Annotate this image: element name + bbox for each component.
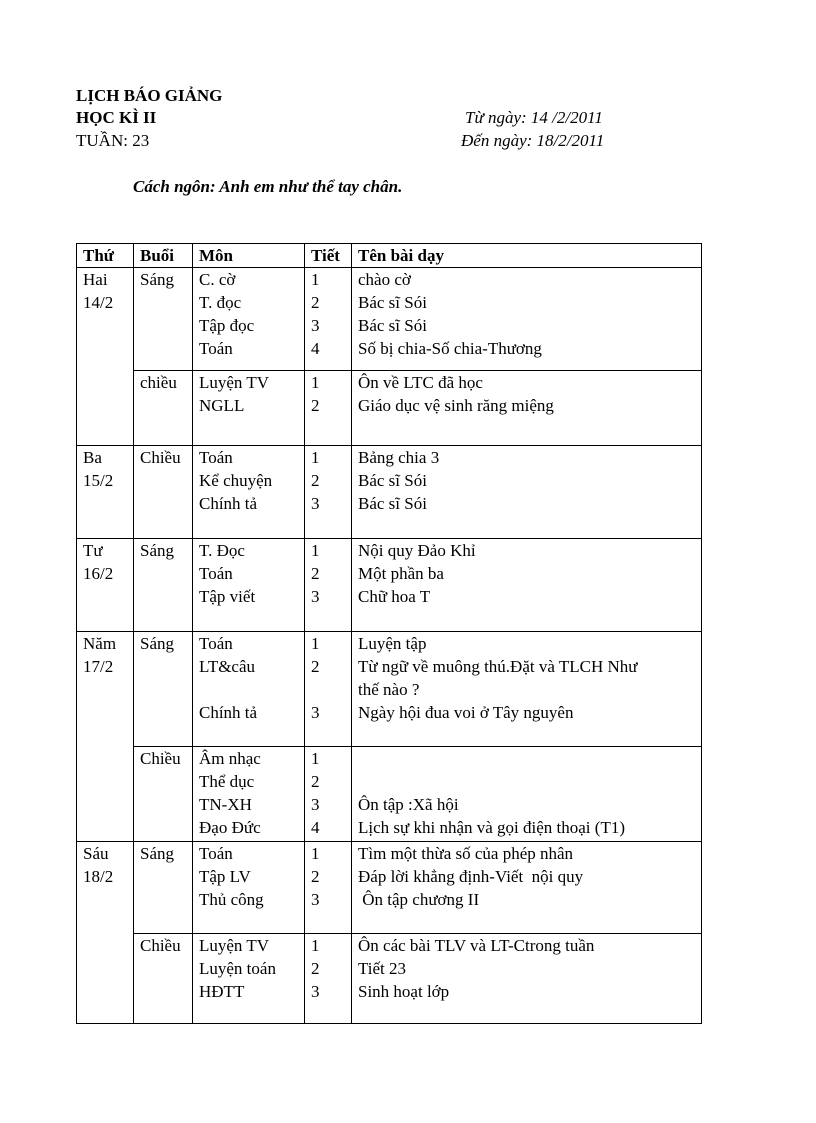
lesson: Bác sĩ Sói bbox=[358, 494, 427, 513]
day-date: 15/2 bbox=[83, 471, 114, 490]
session-cell bbox=[134, 371, 193, 446]
period: 1 bbox=[311, 749, 320, 768]
lesson: Luyện tập bbox=[358, 634, 427, 653]
session-cell bbox=[134, 539, 193, 632]
period: 2 bbox=[311, 867, 320, 886]
subject-cell bbox=[193, 371, 305, 446]
lesson: Lịch sự khi nhận và gọi điện thoại (T1) bbox=[358, 818, 625, 837]
subject: Tập viết bbox=[199, 587, 256, 606]
subject: T. đọc bbox=[199, 293, 242, 312]
subject: Chính tả bbox=[199, 703, 258, 722]
subject: HĐTT bbox=[199, 982, 245, 1001]
subject: NGLL bbox=[199, 396, 245, 415]
column-header: Tiết bbox=[305, 244, 352, 268]
period: 2 bbox=[311, 293, 320, 312]
column-header: Môn bbox=[193, 244, 305, 268]
period: 2 bbox=[311, 396, 320, 415]
subject: Toán bbox=[199, 564, 233, 583]
lesson: Chữ hoa T bbox=[358, 587, 431, 606]
lesson bbox=[358, 747, 701, 770]
lesson-cell bbox=[352, 842, 702, 934]
week-label: TUẦN: 23 bbox=[76, 131, 150, 150]
subject-cell bbox=[193, 842, 305, 934]
subject: C. cờ bbox=[199, 270, 236, 289]
day-cell bbox=[77, 446, 134, 539]
subject-cell bbox=[193, 446, 305, 539]
period: 2 bbox=[311, 959, 320, 978]
period: 3 bbox=[311, 890, 320, 909]
subject: Toán bbox=[199, 339, 233, 358]
day-date: 18/2 bbox=[83, 867, 114, 886]
period: 2 bbox=[311, 471, 320, 490]
motto: Cách ngôn: Anh em như thể tay chân. bbox=[133, 177, 403, 196]
lesson-cell bbox=[352, 371, 702, 446]
lesson: Tiết 23 bbox=[358, 959, 407, 978]
subject: Chính tả bbox=[199, 494, 258, 513]
subject: LT&câu bbox=[199, 657, 256, 676]
subject: Luyện TV bbox=[199, 936, 270, 955]
session-cell bbox=[134, 934, 193, 1024]
period: 3 bbox=[311, 316, 320, 335]
subject: Luyện TV bbox=[199, 373, 270, 392]
period: 1 bbox=[311, 270, 320, 289]
subject: Toán bbox=[199, 634, 233, 653]
lesson: Ôn tập chương II bbox=[358, 890, 480, 909]
subject bbox=[199, 678, 304, 701]
period: 2 bbox=[311, 772, 320, 791]
period: 1 bbox=[311, 373, 320, 392]
lesson-cell bbox=[352, 934, 702, 1024]
lesson-cell bbox=[352, 632, 702, 747]
subject: Đạo Đức bbox=[199, 818, 261, 837]
lesson: Từ ngữ về muông thú.Đặt và TLCH Như bbox=[358, 657, 638, 676]
period: 2 bbox=[311, 657, 320, 676]
subject: Tập đọc bbox=[199, 316, 255, 335]
period-cell bbox=[305, 371, 352, 446]
period: 1 bbox=[311, 634, 320, 653]
period-cell bbox=[305, 747, 352, 842]
column-header: Thứ bbox=[77, 244, 134, 268]
session-cell bbox=[134, 268, 193, 371]
subject: Toán bbox=[199, 448, 233, 467]
lesson: Ngày hội đua voi ở Tây nguyên bbox=[358, 703, 574, 722]
document-title: LỊCH BÁO GIẢNG bbox=[76, 86, 223, 105]
period-cell bbox=[305, 934, 352, 1024]
day-date: 16/2 bbox=[83, 564, 114, 583]
period: 3 bbox=[311, 982, 320, 1001]
subject: Âm nhạc bbox=[199, 749, 261, 768]
period: 4 bbox=[311, 818, 320, 837]
period: 3 bbox=[311, 795, 320, 814]
subject: T. Đọc bbox=[199, 541, 245, 560]
subject-cell bbox=[193, 539, 305, 632]
period: 1 bbox=[311, 541, 320, 560]
session-name: Chiều bbox=[140, 936, 181, 955]
schedule-table bbox=[76, 243, 702, 1024]
table-row bbox=[77, 842, 702, 934]
lesson: Bảng chia 3 bbox=[358, 448, 440, 467]
lesson: Nội quy Đảo Khỉ bbox=[358, 541, 476, 560]
lesson: Sinh hoạt lớp bbox=[358, 982, 450, 1001]
day-name: Năm bbox=[83, 634, 117, 653]
table-row bbox=[77, 747, 702, 842]
table-row bbox=[77, 934, 702, 1024]
day-date: 17/2 bbox=[83, 657, 114, 676]
lesson-cell bbox=[352, 446, 702, 539]
session-cell bbox=[134, 747, 193, 842]
period-cell bbox=[305, 268, 352, 371]
table-row bbox=[77, 539, 702, 632]
day-cell bbox=[77, 842, 134, 1024]
session-name: Sáng bbox=[140, 634, 174, 653]
period-cell bbox=[305, 446, 352, 539]
from-date: Từ ngày: 14 /2/2011 bbox=[465, 108, 603, 127]
lesson: thế nào ? bbox=[358, 680, 420, 699]
lesson: Bác sĩ Sói bbox=[358, 471, 427, 490]
period-cell bbox=[305, 842, 352, 934]
period: 1 bbox=[311, 448, 320, 467]
lesson: Ôn các bài TLV và LT-Ctrong tuần bbox=[358, 936, 595, 955]
session-name: chiều bbox=[140, 373, 177, 392]
period: 1 bbox=[311, 936, 320, 955]
period: 2 bbox=[311, 564, 320, 583]
lesson: Đáp lời khẳng định-Viết nội quy bbox=[358, 867, 584, 886]
lesson: Bác sĩ Sói bbox=[358, 293, 427, 312]
table-row bbox=[77, 371, 702, 446]
session-name: Sáng bbox=[140, 541, 174, 560]
semester-label: HỌC KÌ II bbox=[76, 108, 157, 127]
lesson: Ôn tập :Xã hội bbox=[358, 795, 459, 814]
table-row bbox=[77, 632, 702, 747]
period bbox=[311, 678, 351, 701]
period: 3 bbox=[311, 587, 320, 606]
subject: Thủ công bbox=[199, 890, 264, 909]
day-name: Sáu bbox=[83, 844, 109, 863]
table-header-row bbox=[77, 244, 702, 268]
session-name: Chiều bbox=[140, 448, 181, 467]
session-cell bbox=[134, 446, 193, 539]
session-name: Sáng bbox=[140, 844, 174, 863]
lesson: Bác sĩ Sói bbox=[358, 316, 427, 335]
subject: Thể dục bbox=[199, 772, 255, 791]
lesson: chào cờ bbox=[358, 270, 411, 289]
subject: Tập LV bbox=[199, 867, 251, 886]
lesson-cell bbox=[352, 747, 702, 842]
lesson-cell bbox=[352, 268, 702, 371]
period: 3 bbox=[311, 494, 320, 513]
session-name: Sáng bbox=[140, 270, 174, 289]
subject: TN-XH bbox=[199, 795, 252, 814]
lesson bbox=[358, 770, 701, 793]
session-cell bbox=[134, 842, 193, 934]
day-name: Hai bbox=[83, 270, 108, 289]
to-date: Đến ngày: 18/2/2011 bbox=[461, 131, 605, 150]
subject-cell bbox=[193, 747, 305, 842]
day-date: 14/2 bbox=[83, 293, 114, 312]
period: 4 bbox=[311, 339, 320, 358]
session-name: Chiều bbox=[140, 749, 181, 768]
subject: Kể chuyện bbox=[199, 471, 273, 490]
period: 1 bbox=[311, 844, 320, 863]
day-cell bbox=[77, 632, 134, 842]
subject-cell bbox=[193, 268, 305, 371]
lesson: Một phần ba bbox=[358, 564, 444, 583]
session-cell bbox=[134, 632, 193, 747]
day-cell bbox=[77, 268, 134, 446]
period: 3 bbox=[311, 703, 320, 722]
lesson: Số bị chia-Số chia-Thương bbox=[358, 339, 542, 358]
lesson: Giáo dục vệ sinh răng miệng bbox=[358, 396, 554, 415]
lesson: Tìm một thừa số của phép nhân bbox=[358, 844, 574, 863]
table-row bbox=[77, 268, 702, 371]
day-cell bbox=[77, 539, 134, 632]
table-row bbox=[77, 446, 702, 539]
subject-cell bbox=[193, 934, 305, 1024]
subject: Toán bbox=[199, 844, 233, 863]
column-header: Buổi bbox=[134, 244, 193, 268]
subject-cell bbox=[193, 632, 305, 747]
lesson: Ôn về LTC đã học bbox=[358, 373, 483, 392]
column-header: Tên bài dạy bbox=[352, 244, 702, 268]
day-name: Tư bbox=[83, 541, 103, 560]
lesson-cell bbox=[352, 539, 702, 632]
period-cell bbox=[305, 539, 352, 632]
day-name: Ba bbox=[83, 448, 102, 467]
period-cell bbox=[305, 632, 352, 747]
subject: Luyện toán bbox=[199, 959, 276, 978]
